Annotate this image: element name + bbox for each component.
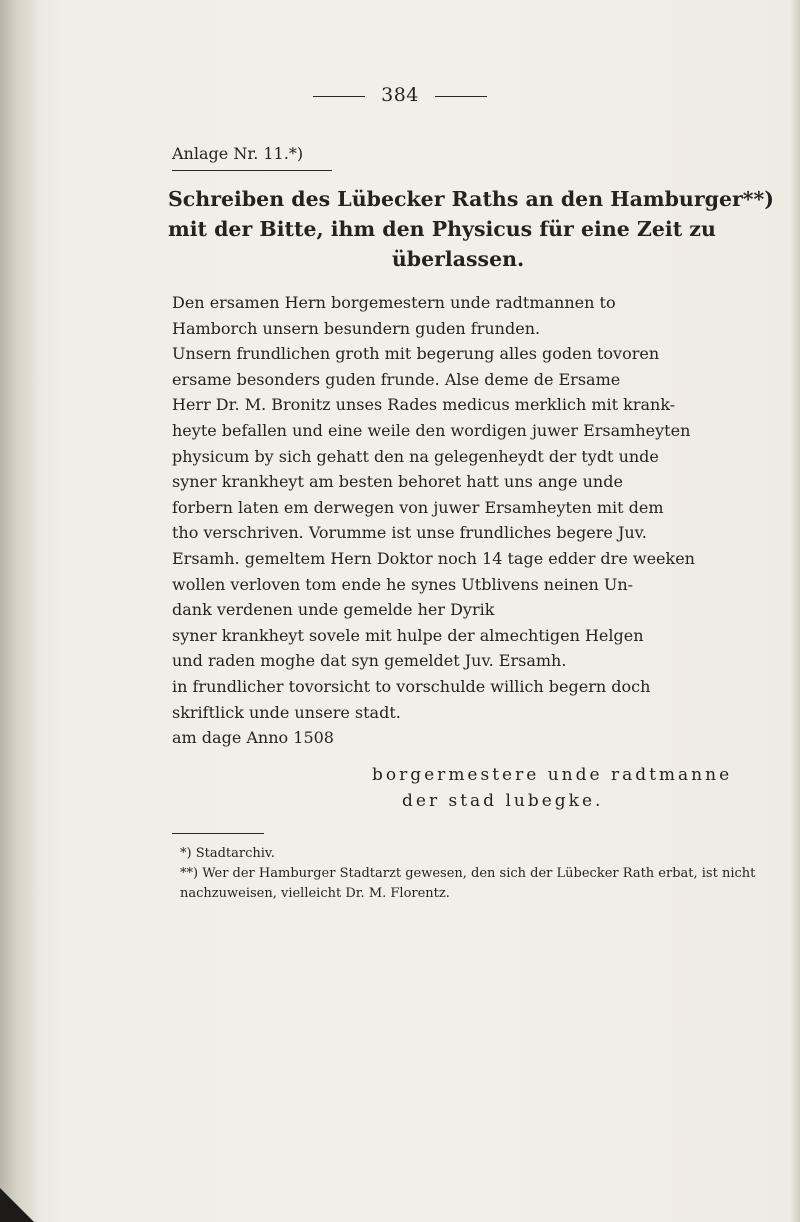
footnote-2: **) Wer der Hamburger Stadtarzt gewesen, den sich der Lübecker Rath erbat, ist nicht nachzuweisen, vielleicht Dr. M. Florentz. [180, 866, 756, 901]
body-line: am dage Anno 1508 [172, 728, 334, 748]
page-edge [790, 0, 800, 1222]
title-line-3: überlassen. [391, 247, 525, 271]
footnotes [180, 844, 770, 904]
header-rule-left [313, 96, 365, 97]
corner-mark [0, 1188, 34, 1222]
signature-line-1: borgermestere unde radtmanne [372, 765, 733, 785]
letter-body [172, 290, 772, 751]
body-line: und raden moghe dat syn gemeldet Juv. Ersamh. [172, 651, 567, 671]
title-line-1: Schreiben des Lübecker Raths an den Hamburger**) [168, 187, 774, 211]
footnote-rule [172, 833, 264, 834]
title-line-2: mit der Bitte, ihm den Physicus für eine Zeit zu [168, 217, 716, 241]
header-rule-right [435, 96, 487, 97]
body-line: Den ersamen Hern borgemestern unde radtmannen to [172, 293, 616, 312]
letter-title [168, 184, 788, 274]
binding-shadow [0, 0, 40, 1222]
body-line: dank verdenen unde gemelde her Dyrik [172, 600, 495, 620]
body-line: syner krankheyt am besten behoret hatt uns ange unde [172, 472, 623, 492]
body-line: skriftlick unde unsere stadt. [172, 702, 401, 722]
annex-label: Anlage Nr. 11.*) [172, 144, 332, 171]
signature-line-2: der stad lubegke. [402, 791, 604, 811]
body-line: Hamborch unsern besundern guden frunden. [172, 318, 541, 338]
body-line: ersame besonders guden frunde. Alse deme de Ersame [172, 369, 621, 389]
page-header [0, 84, 800, 106]
page-number: 384 [381, 84, 419, 106]
body-line: heyte befallen und eine weile den wordigen juwer Ersamheyten [172, 420, 691, 440]
body-line: syner krankheyt sovele mit hulpe der almechtigen Helgen [172, 625, 644, 645]
body-line: Unsern frundlichen groth mit begerung alles goden tovoren [172, 344, 660, 364]
body-line: tho verschriven. Vorumme ist unse frundliches begere Juv. [172, 523, 647, 543]
body-line: Ersamh. gemeltem Hern Doktor noch 14 tage edder dre weeken [172, 548, 695, 568]
footnote-1: *) Stadtarchiv. [180, 846, 275, 861]
body-line: forbern laten em derwegen von juwer Ersamheyten mit dem [172, 497, 664, 517]
body-line: in frundlicher tovorsicht to vorschulde willich begern doch [172, 676, 651, 696]
body-line: wollen verloven tom ende he synes Utblivens neinen Un- [172, 574, 634, 594]
signature [372, 762, 732, 814]
body-line: physicum by sich gehatt den na gelegenheydt der tydt unde [172, 446, 659, 466]
body-line: Herr Dr. M. Bronitz unses Rades medicus merklich mit krank- [172, 395, 676, 415]
